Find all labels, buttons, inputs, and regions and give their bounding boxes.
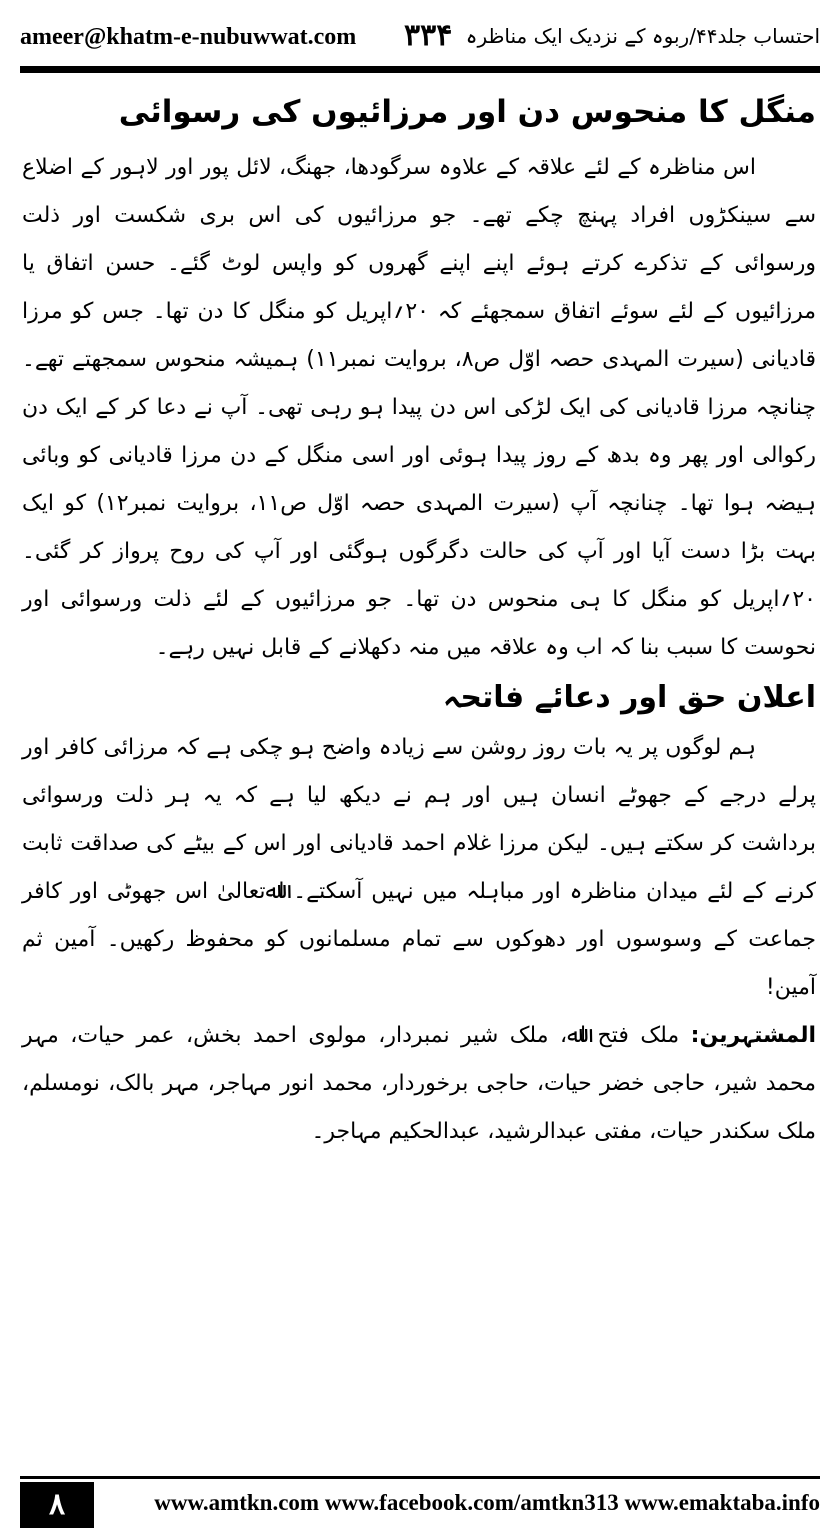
section-heading-announcement: اعلان حق اور دعائے فاتحہ (442, 680, 816, 715)
page-body (22, 78, 816, 1476)
footer-links: www.amtkn.com www.facebook.com/amtkn313 www.emaktaba.info (154, 1490, 820, 1515)
footer-page-number: ۸ (20, 1482, 94, 1528)
footer-divider (20, 1476, 820, 1479)
signatories-label: المشتہرین: (690, 1023, 816, 1048)
page-footer (20, 1476, 820, 1530)
header-email: ameer@khatm-e-nubuwwat.com (20, 24, 357, 50)
section-heading-tuesday: منگل کا منحوس دن اور مرزائیوں کی رسوائی (118, 94, 816, 130)
signatories-block (22, 1012, 816, 1156)
header-book-title: احتساب جلد۴۴/ربوہ کے نزدیک ایک مناظرہ (465, 24, 820, 48)
page-header (20, 18, 820, 62)
header-page-number: ۳۳۴ (404, 18, 453, 53)
header-divider (20, 66, 820, 73)
signatories-names: ملک فتح اﷲ، ملک شیر نمبردار، مولوی احمد بخش، عمر حیات، مہر محمد شیر، حاجی خضر حیات، حاجی برخوردار، محمد انور مہاجر، مہر بالک، نومسلم، ملک سکندر حیات، مفتی عبدالرشید، عبدالحکیم مہاجر۔ (22, 1023, 816, 1144)
paragraph-tuesday: اس مناظرہ کے لئے علاقہ کے علاوہ سرگودھا، جھنگ، لائل پور اور لاہور کے اضلاع سے سینکڑوں افراد پہنچ چکے تھے۔ جو مرزائیوں کی اس بری شکست اور ذلت ورسوائی کے تذکرے کرتے ہوئے اپنے اپنے گھروں کو واپس لوٹ گئے۔ حسن اتفاق یا مرزائیوں کے لئے سوئے اتفاق سمجھئے کہ ۲۰؍اپریل کو منگل کا دن تھا۔ جس کو مرزا قادیانی (سیرت المہدی حصہ اوّل ص۸، بروایت نمبر۱۱) ہمیشہ منحوس سمجھتے تھے۔ چنانچہ مرزا قادیانی کی ایک لڑکی اس دن پیدا ہو رہی تھی۔ آپ نے دعا کر کے ایک دن رکوالی اور پھر وہ بدھ کے روز پیدا ہوئی اور اسی منگل کے دن مرزا قادیانی کو وبائی ہیضہ ہوا تھا۔ چنانچہ آپ (سیرت المہدی حصہ اوّل ص۱۱، بروایت نمبر۱۲) کو ایک بہت بڑا دست آیا اور آپ کی حالت دگرگوں ہوگئی اور آپ کی روح پرواز کر گئی۔ ۲۰؍اپریل کو منگل کا ہی منحوس دن تھا۔ جو مرزائیوں کے لئے ذلت ورسوائی اور نحوست کا سبب بنا کہ اب وہ علاقہ میں منہ دکھلانے کے قابل نہیں رہے۔ (22, 155, 817, 660)
paragraph-announcement: ہم لوگوں پر یہ بات روز روشن سے زیادہ واضح ہو چکی ہے کہ مرزائی کافر اور پرلے درجے کے جھوٹے انسان ہیں اور ہم نے دیکھ لیا ہے کہ یہ ہر ذلت ورسوائی برداشت کر سکتے ہیں۔ لیکن مرزا غلام احمد قادیانی اور اس کے بیٹے کی صداقت ثابت کرنے کے لئے میدان مناظرہ اور مباہلہ میں نہیں آسکتے۔ اﷲتعالیٰ اس جھوٹی اور کافر جماعت کے وسوسوں اور دھوکوں سے تمام مسلمانوں کو محفوظ رکھیں۔ آمین ثم آمین! (22, 735, 816, 1000)
